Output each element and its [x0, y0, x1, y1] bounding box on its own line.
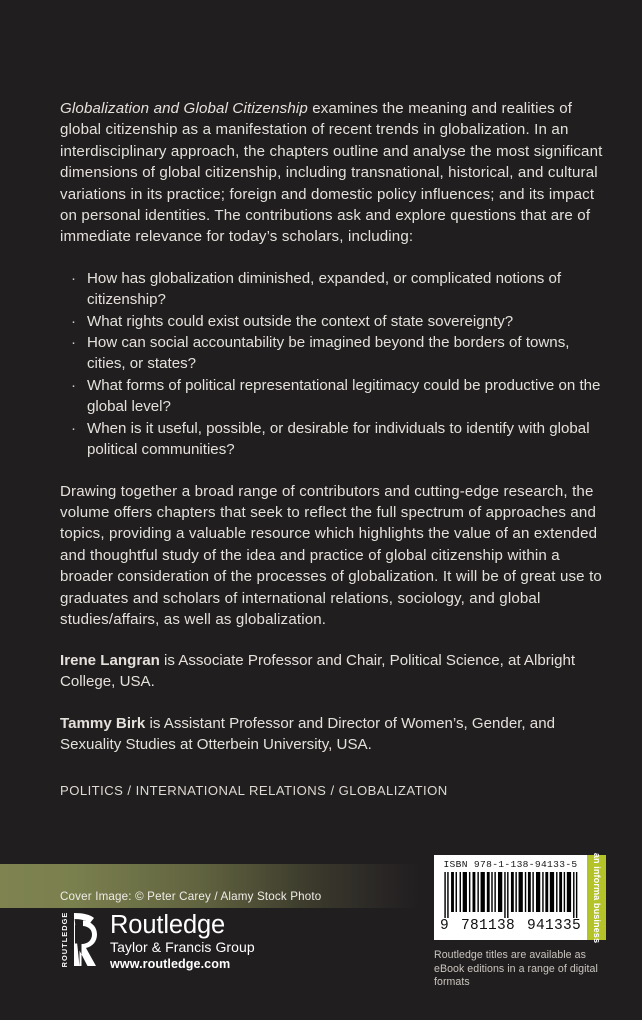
list-item-text: How has globalization diminished, expanded, or complicated notions of citizenship?	[87, 269, 562, 309]
list-item	[60, 375, 608, 418]
isbn-barcode-box	[434, 852, 606, 943]
barcode-bars-icon	[439, 872, 582, 918]
publisher-website[interactable]: www.routledge.com	[110, 957, 231, 971]
list-item	[60, 418, 608, 461]
list-item-text: When is it useful, possible, or desirable for individuals to identify with global political communities?	[87, 419, 590, 459]
bullet-icon: ·	[71, 312, 77, 330]
routledge-r-mark-icon	[60, 911, 100, 968]
informa-business-text: an informa business	[591, 852, 602, 943]
author-bios	[60, 650, 616, 756]
author-name: Irene Langran	[60, 652, 160, 669]
publisher-brand: Routledge	[110, 911, 226, 939]
bullet-icon: ·	[71, 376, 77, 394]
barcode-area	[434, 852, 606, 990]
list-item-text: How can social accountability be imagined beyond the borders of towns, cities, or states?	[87, 334, 570, 373]
bullet-icon: ·	[71, 269, 77, 287]
bullet-icon: ·	[71, 334, 77, 352]
list-item-text: What rights could exist outside the context of state sovereignty?	[87, 312, 514, 330]
barcode-digits	[439, 918, 582, 934]
list-item	[60, 311, 608, 332]
author-bio	[60, 650, 616, 693]
routledge-r-glyph-icon	[72, 911, 98, 968]
subject-category-line: POLITICS / INTERNATIONAL RELATIONS / GLOBALIZATION	[60, 783, 448, 798]
routledge-logo	[60, 911, 255, 972]
isbn-text: ISBN 978-1-138-94133-5	[443, 859, 578, 870]
blurb-intro-paragraph	[60, 98, 608, 248]
author-name: Tammy Birk	[60, 714, 146, 732]
informa-business-strip	[587, 852, 606, 943]
author-description: is Associate Professor and Chair, Political Science, at Albright College, USA.	[60, 652, 576, 691]
barcode-digit-group-left: 781138	[461, 918, 515, 934]
bullet-icon: ·	[71, 419, 77, 437]
barcode-digit-first: 9	[440, 918, 449, 934]
cover-image-credit: Cover Image: © Peter Carey / Alamy Stock Photo	[60, 890, 322, 903]
routledge-wordmark	[110, 911, 255, 972]
barcode-inner	[434, 855, 587, 940]
questions-list	[60, 268, 608, 461]
routledge-vertical-wordmark: ROUTLEDGE	[60, 911, 69, 968]
list-item-text: What forms of political representational legitimacy could be productive on the global level?	[87, 376, 601, 416]
barcode-digit-group-right: 941335	[527, 918, 581, 934]
author-bio	[60, 713, 616, 756]
blurb-block	[60, 98, 608, 630]
book-title-italic: Globalization and Global Citizenship	[60, 100, 308, 117]
publisher-group: Taylor & Francis Group	[110, 939, 255, 955]
blurb-intro-rest: examines the meaning and realities of global citizenship as a manifestation of recent trends in globalization. In an interdisciplinary approach, the chapters outline and analyse the most significant dimensions of global citizenship, including transnational, historical, and cultural variations in its practice; foreign and domestic policy influences; and its impact on personal identities. The contributions ask and explore questions that are of immediate relevance for today’s scholars, including:	[60, 100, 603, 246]
list-item	[60, 332, 608, 375]
list-item	[60, 268, 608, 311]
ebook-availability-note: Routledge titles are available as eBook editions in a range of digital formats	[434, 949, 598, 988]
author-description: is Assistant Professor and Director of Women’s, Gender, and Sexuality Studies at Otterbein University, USA.	[60, 714, 555, 754]
blurb-closing-paragraph: Drawing together a broad range of contributors and cutting-edge research, the volume offers chapters that seek to reflect the full spectrum of approaches and topics, providing a valuable resource which highlights the value of an extended and thoughtful study of the idea and practice of global citizenship within a broader consideration of the processes of globalization. It will be of great use to graduates and scholars of international relations, sociology, and global studies/affairs, as well as globalization.	[60, 482, 602, 628]
